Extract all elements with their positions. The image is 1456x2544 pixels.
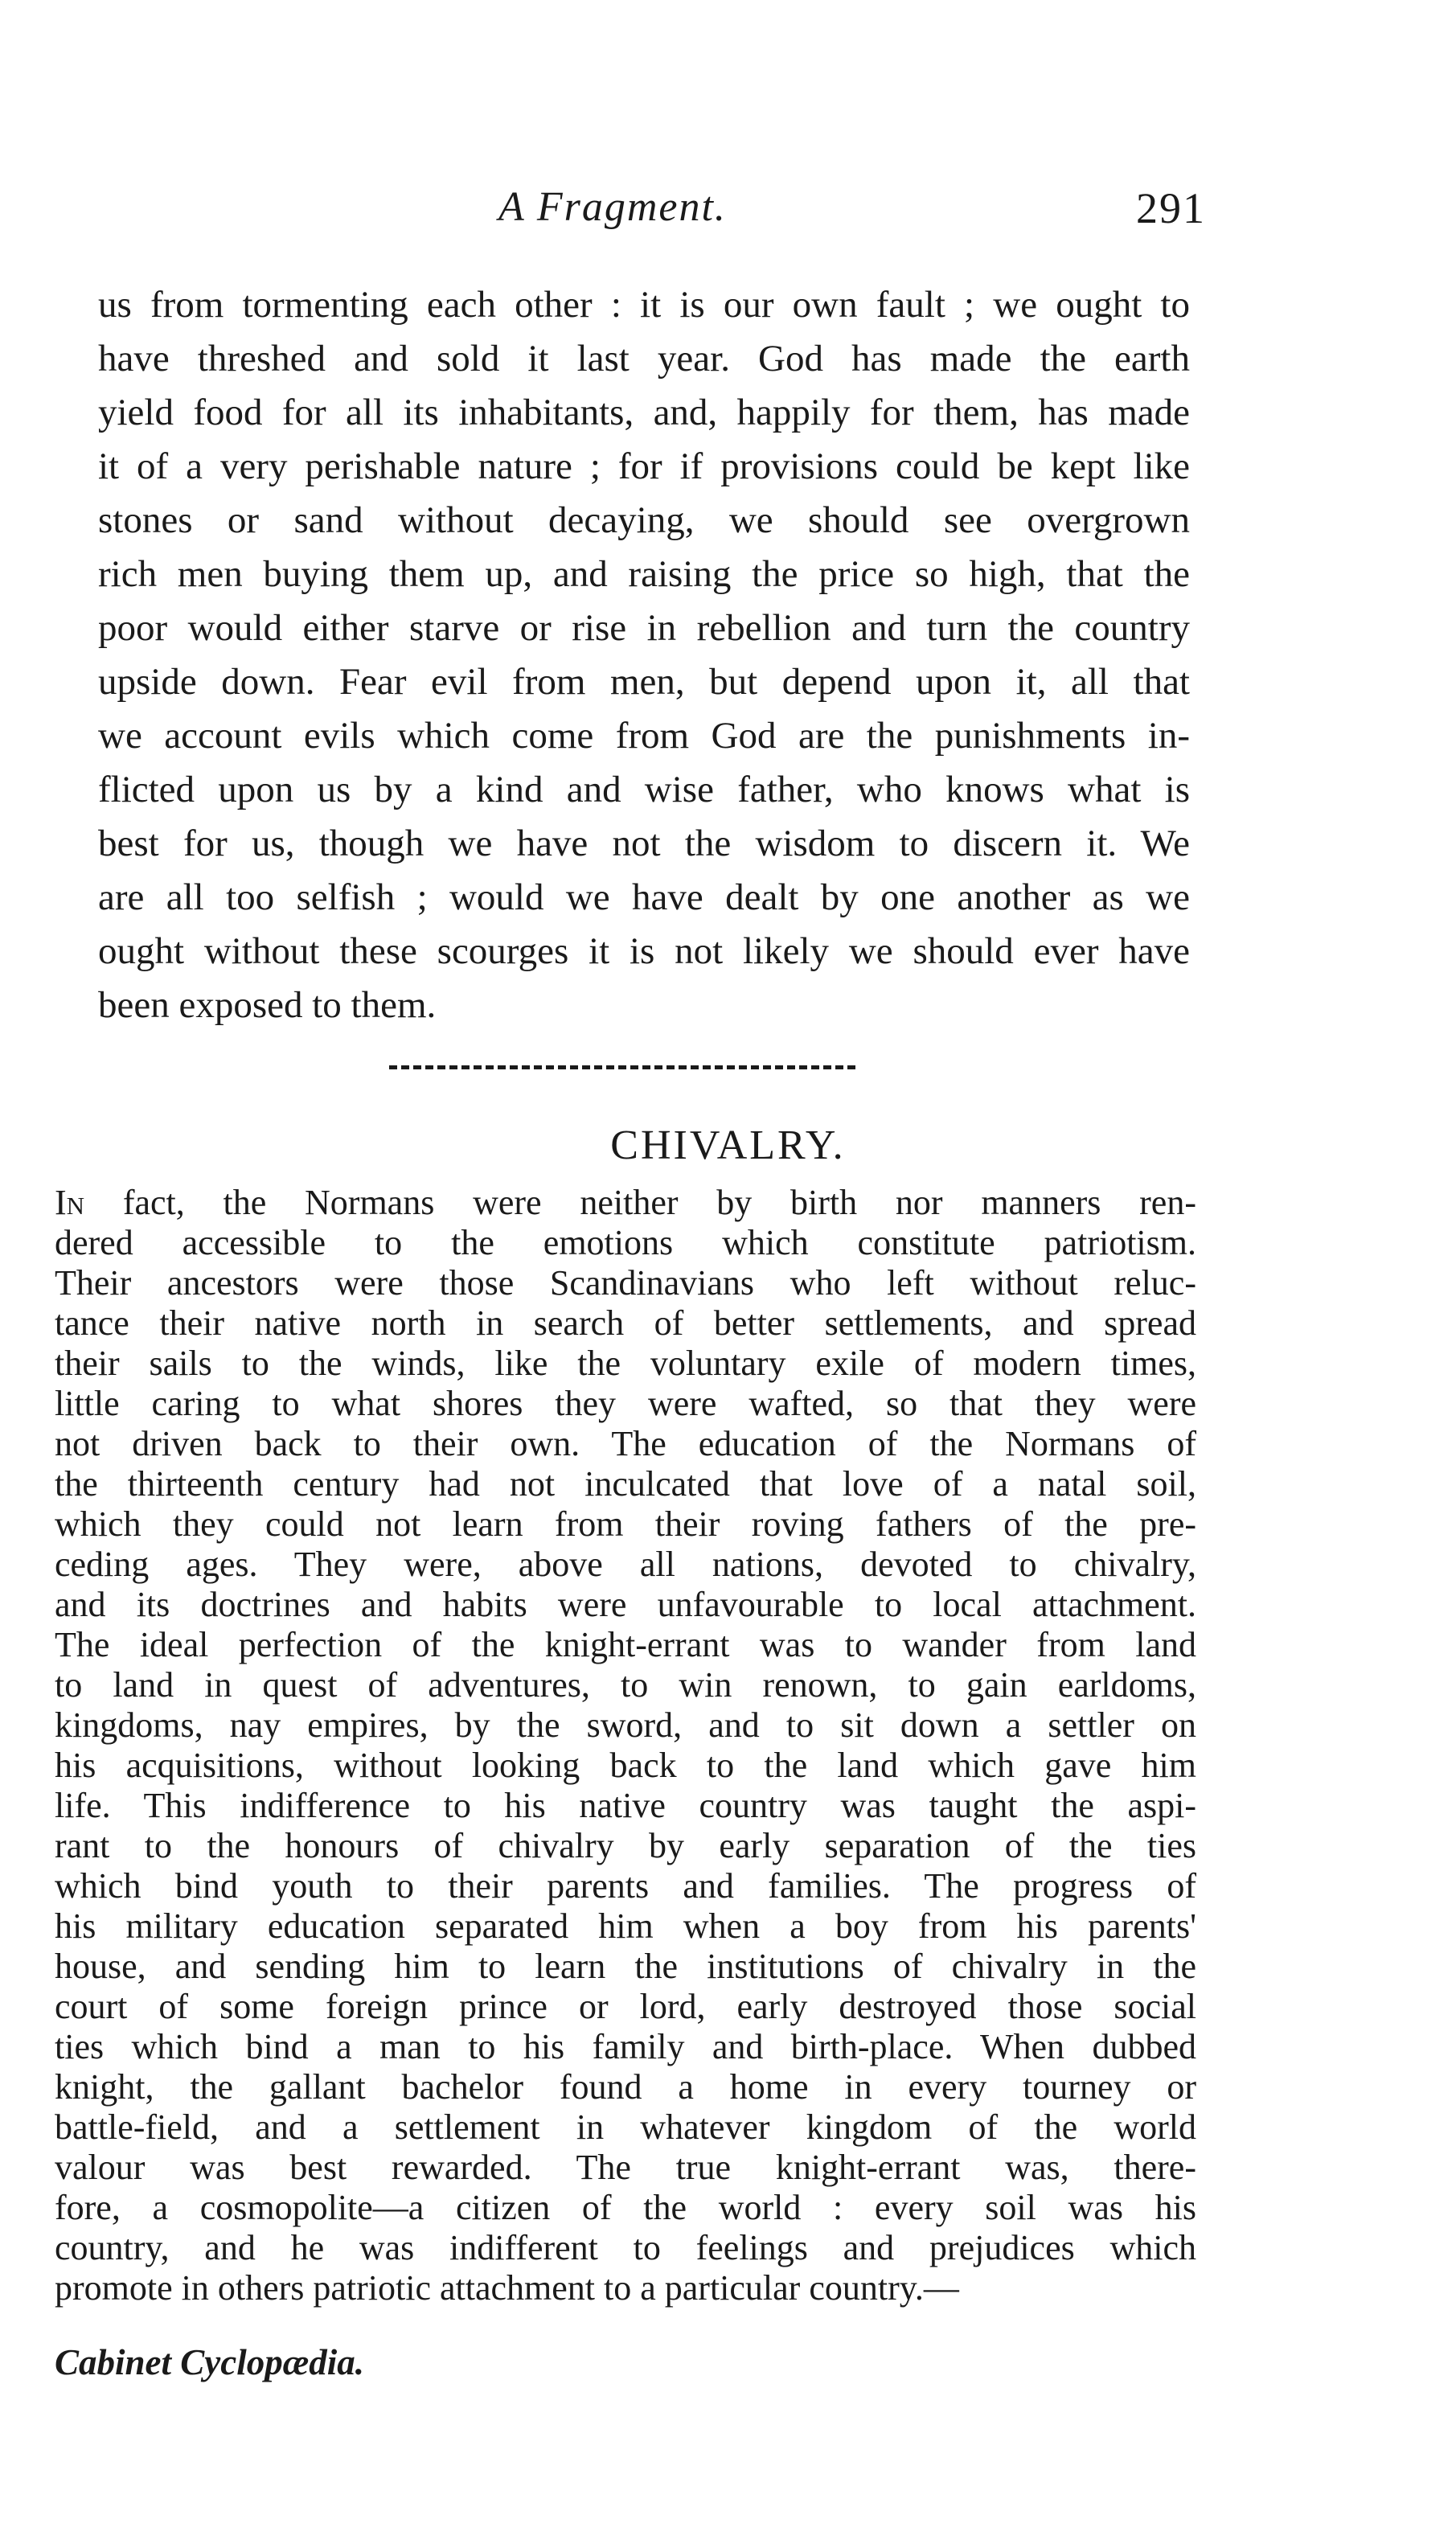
chivalry-line: life. This indifference to his native country was taught the aspi- xyxy=(55,1786,1196,1825)
fragment-line: are all too selfish ; would we have dealt by one another as we xyxy=(98,876,1190,918)
chivalry-line: his military education separated him when a boy from his parents' xyxy=(55,1906,1196,1946)
chivalry-line: house, and sending him to learn the institutions of chivalry in the xyxy=(55,1947,1196,1986)
chivalry-line: not driven back to their own. The education of the Normans of xyxy=(55,1424,1196,1463)
page-number: 291 xyxy=(1136,184,1206,232)
chivalry-line: The ideal perfection of the knight-errant was to wander from land xyxy=(55,1625,1196,1664)
chivalry-line: court of some foreign prince or lord, early destroyed those social xyxy=(55,1987,1196,2026)
chivalry-line-text: fact, the Normans were neither by birth nor manners ren- xyxy=(84,1183,1196,1222)
running-title: A Fragment. xyxy=(498,184,727,230)
chivalry-line: valour was best rewarded. The true knight-errant was, there- xyxy=(55,2148,1196,2187)
chivalry-line: promote in others patriotic attachment to a particular country.— xyxy=(55,2268,959,2308)
section-divider-rule xyxy=(389,1065,855,1069)
chivalry-line: to land in quest of adventures, to win renown, to gain earldoms, xyxy=(55,1665,1196,1705)
fragment-line: been exposed to them. xyxy=(98,984,437,1026)
fragment-line: best for us, though we have not the wisdom to discern it. We xyxy=(98,823,1190,864)
fragment-line: yield food for all its inhabitants, and, happily for them, has made xyxy=(98,392,1190,433)
chivalry-line: Their ancestors were those Scandinavians who left without reluc- xyxy=(55,1263,1196,1303)
chivalry-line: rant to the honours of chivalry by early separation of the ties xyxy=(55,1826,1196,1865)
fragment-line: it of a very perishable nature ; for if provisions could be kept like xyxy=(98,445,1190,487)
chivalry-line: kingdoms, nay empires, by the sword, and to sit down a settler on xyxy=(55,1705,1196,1745)
chivalry-line: the thirteenth century had not inculcated that love of a natal soil, xyxy=(55,1464,1196,1504)
fragment-line: we account evils which come from God are the punishments in- xyxy=(98,715,1190,757)
chivalry-line: country, and he was indifferent to feelings and prejudices which xyxy=(55,2228,1196,2267)
chivalry-line: and its doctrines and habits were unfavourable to local attachment. xyxy=(55,1585,1196,1624)
chivalry-line xyxy=(55,1182,1196,1223)
fragment-line: have threshed and sold it last year. God has made the earth xyxy=(98,338,1190,380)
chivalry-line: which bind youth to their parents and families. The progress of xyxy=(55,1866,1196,1906)
fragment-line: stones or sand without decaying, we should see overgrown xyxy=(98,499,1190,541)
fragment-line: flicted upon us by a kind and wise father, who knows what is xyxy=(98,769,1190,810)
section-title: CHIVALRY. xyxy=(610,1122,846,1168)
chivalry-line: tance their native north in search of better settlements, and spread xyxy=(55,1303,1196,1343)
source-attribution: Cabinet Cyclopædia. xyxy=(55,2342,364,2382)
fragment-line: us from tormenting each other : it is our own fault ; we ought to xyxy=(98,284,1190,326)
chivalry-line: knight, the gallant bachelor found a home in every tourney or xyxy=(55,2067,1196,2107)
chivalry-line: their sails to the winds, like the voluntary exile of modern times, xyxy=(55,1344,1196,1383)
chivalry-line: little caring to what shores they were wafted, so that they were xyxy=(55,1384,1196,1423)
fragment-line: ought without these scourges it is not likely we should ever have xyxy=(98,930,1190,972)
running-head xyxy=(498,183,1206,240)
chivalry-line: which they could not learn from their roving fathers of the pre- xyxy=(55,1504,1196,1544)
chivalry-line: battle-field, and a settlement in whatever kingdom of the world xyxy=(55,2107,1196,2147)
chivalry-line: ceding ages. They were, above all nations, devoted to chivalry, xyxy=(55,1545,1196,1584)
fragment-line: upside down. Fear evil from men, but depend upon it, all that xyxy=(98,661,1190,703)
chivalry-line: dered accessible to the emotions which constitute patriotism. xyxy=(55,1223,1196,1262)
chivalry-line: fore, a cosmopolite—a citizen of the world : every soil was his xyxy=(55,2188,1196,2227)
chivalry-line: his acquisitions, without looking back to the land which gave him xyxy=(55,1746,1196,1785)
chivalry-line: ties which bind a man to his family and birth-place. When dubbed xyxy=(55,2027,1196,2066)
fragment-line: poor would either starve or rise in rebellion and turn the country xyxy=(98,607,1190,649)
fragment-line: rich men buying them up, and raising the price so high, that the xyxy=(98,553,1190,595)
drop-word: In xyxy=(55,1183,85,1222)
